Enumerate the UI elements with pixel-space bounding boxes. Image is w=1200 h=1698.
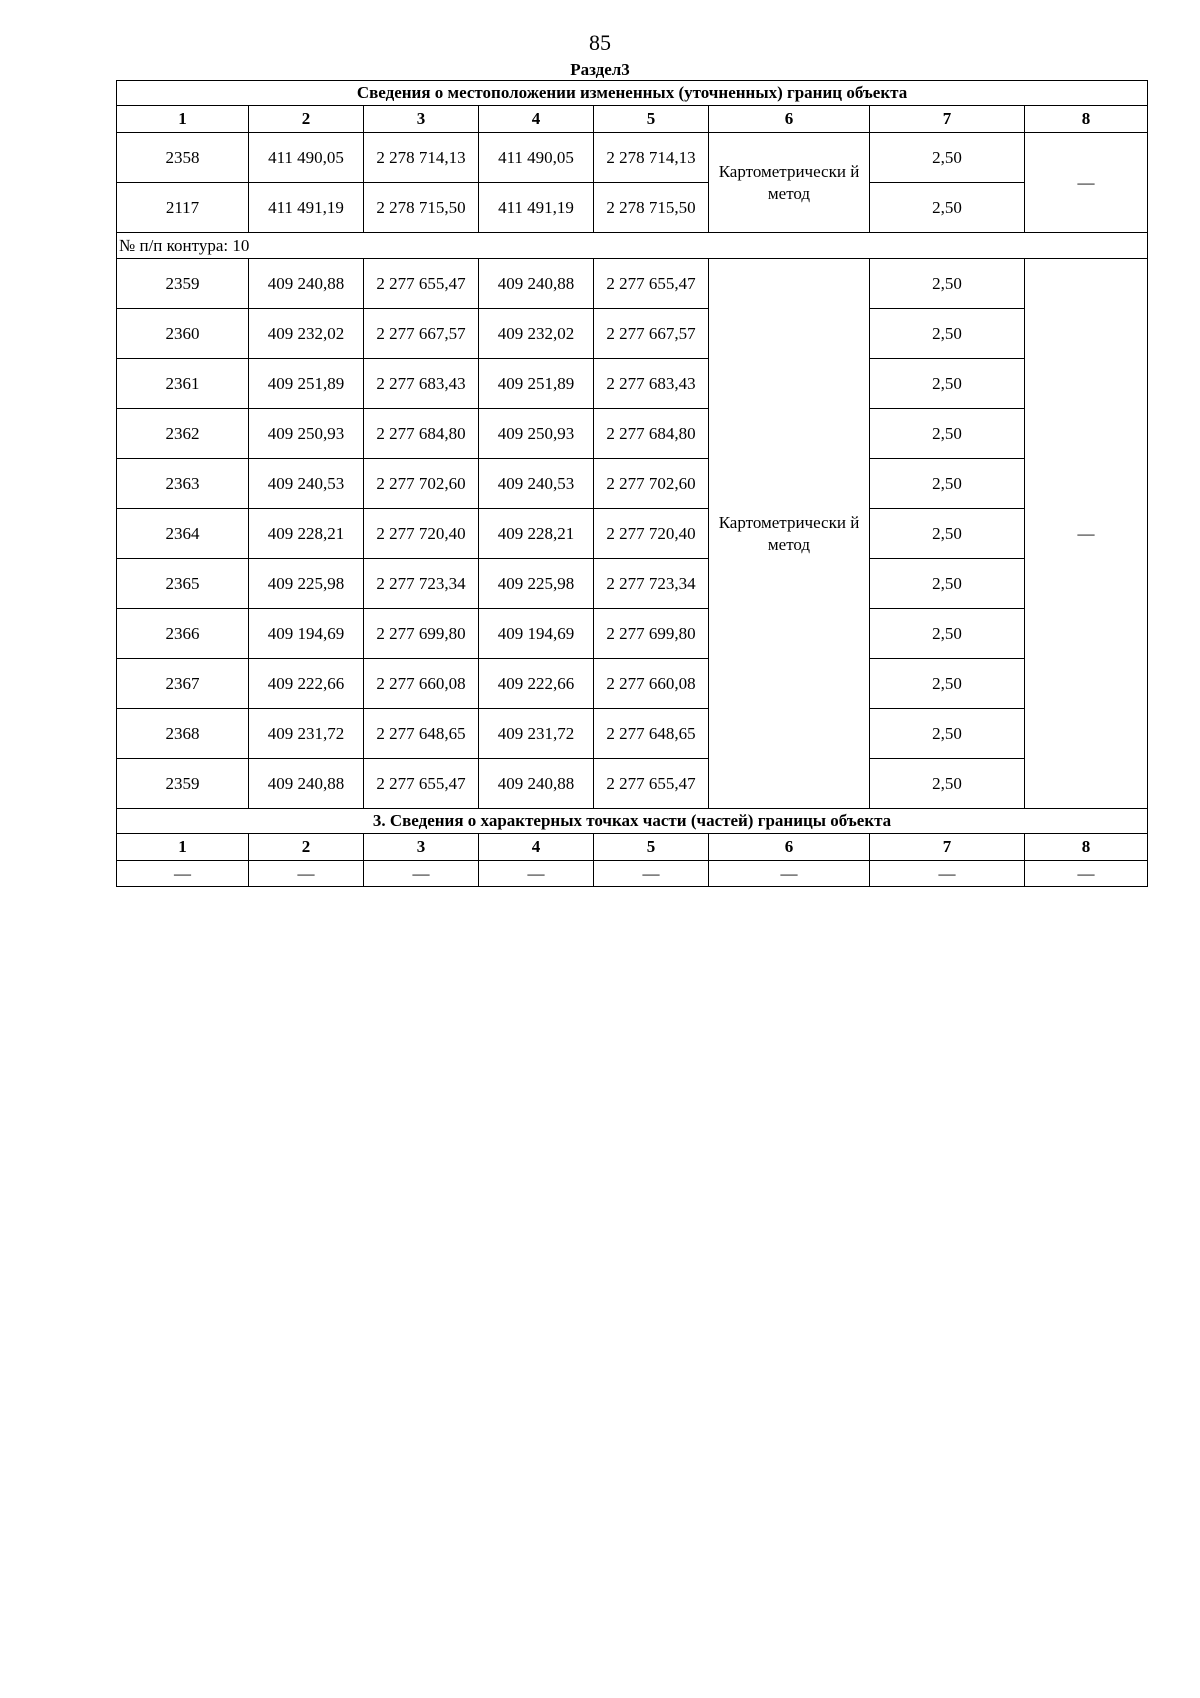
coordinate-y-new: 2 277 667,57 xyxy=(594,309,709,359)
coordinate-y-new: 2 277 702,60 xyxy=(594,459,709,509)
empty-row xyxy=(117,861,1148,887)
coordinate-x-new: 409 240,88 xyxy=(479,259,594,309)
coordinate-x-old: 409 228,21 xyxy=(249,509,364,559)
section-title: Раздел3 xyxy=(570,60,630,79)
coordinate-y-old: 2 277 683,43 xyxy=(364,359,479,409)
empty-cell: — xyxy=(479,861,594,887)
coordinate-y-old: 2 277 667,57 xyxy=(364,309,479,359)
column-number: 5 xyxy=(594,834,709,861)
coordinate-y-new: 2 278 715,50 xyxy=(594,183,709,233)
empty-cell: — xyxy=(1025,861,1148,887)
point-number: 2368 xyxy=(117,709,249,759)
column-number: 4 xyxy=(479,106,594,133)
coordinate-x-new: 409 231,72 xyxy=(479,709,594,759)
coordinate-x-new: 409 222,66 xyxy=(479,659,594,709)
table-row xyxy=(117,709,1148,759)
coordinate-y-old: 2 277 655,47 xyxy=(364,259,479,309)
empty-cell: — xyxy=(594,861,709,887)
coordinate-y-old: 2 278 715,50 xyxy=(364,183,479,233)
coordinate-x-new: 409 225,98 xyxy=(479,559,594,609)
contour-label: № п/п контура: 10 xyxy=(117,233,1148,259)
coordinate-x-old: 409 231,72 xyxy=(249,709,364,759)
banner-changed-boundaries: Сведения о местоположении измененных (уточненных) границ объекта xyxy=(117,81,1148,106)
accuracy-value: 2,50 xyxy=(870,659,1025,709)
empty-cell: — xyxy=(117,861,249,887)
coordinate-x-old: 409 240,88 xyxy=(249,259,364,309)
column-8-value: — xyxy=(1025,259,1148,809)
accuracy-value: 2,50 xyxy=(870,259,1025,309)
column-number: 2 xyxy=(249,106,364,133)
method-cell: Картометрически й метод xyxy=(709,259,870,809)
point-number: 2359 xyxy=(117,259,249,309)
empty-cell: — xyxy=(870,861,1025,887)
coordinate-y-old: 2 277 684,80 xyxy=(364,409,479,459)
accuracy-value: 2,50 xyxy=(870,459,1025,509)
column-8-value: — xyxy=(1025,133,1148,233)
accuracy-value: 2,50 xyxy=(870,509,1025,559)
coordinate-x-new: 409 240,88 xyxy=(479,759,594,809)
coordinate-y-new: 2 277 684,80 xyxy=(594,409,709,459)
point-number: 2363 xyxy=(117,459,249,509)
table-row xyxy=(117,183,1148,233)
table-row xyxy=(117,359,1148,409)
coordinate-x-new: 409 251,89 xyxy=(479,359,594,409)
column-number-row xyxy=(117,834,1148,861)
coordinate-y-new: 2 277 648,65 xyxy=(594,709,709,759)
coordinate-x-new: 411 490,05 xyxy=(479,133,594,183)
column-number: 4 xyxy=(479,834,594,861)
coordinate-y-old: 2 277 723,34 xyxy=(364,559,479,609)
table-row xyxy=(117,509,1148,559)
table-row xyxy=(117,459,1148,509)
coordinate-x-old: 409 232,02 xyxy=(249,309,364,359)
column-number: 8 xyxy=(1025,106,1148,133)
table-row xyxy=(117,133,1148,183)
coordinate-x-old: 409 240,88 xyxy=(249,759,364,809)
point-number: 2358 xyxy=(117,133,249,183)
point-number: 2367 xyxy=(117,659,249,709)
coordinate-x-new: 411 491,19 xyxy=(479,183,594,233)
point-number: 2366 xyxy=(117,609,249,659)
point-number: 2365 xyxy=(117,559,249,609)
page-number: 85 xyxy=(589,30,611,55)
coordinate-y-old: 2 277 699,80 xyxy=(364,609,479,659)
accuracy-value: 2,50 xyxy=(870,359,1025,409)
accuracy-value: 2,50 xyxy=(870,759,1025,809)
table-row xyxy=(117,309,1148,359)
coordinate-y-old: 2 277 648,65 xyxy=(364,709,479,759)
table-row xyxy=(117,759,1148,809)
coordinate-y-new: 2 277 655,47 xyxy=(594,759,709,809)
coordinate-x-new: 409 250,93 xyxy=(479,409,594,459)
coordinate-x-old: 409 240,53 xyxy=(249,459,364,509)
boundary-table xyxy=(116,80,1148,887)
column-number: 3 xyxy=(364,834,479,861)
coordinate-x-old: 411 490,05 xyxy=(249,133,364,183)
table-row xyxy=(117,609,1148,659)
coordinate-x-new: 409 228,21 xyxy=(479,509,594,559)
column-number: 2 xyxy=(249,834,364,861)
table-row xyxy=(117,409,1148,459)
coordinate-x-old: 409 225,98 xyxy=(249,559,364,609)
column-number: 5 xyxy=(594,106,709,133)
coordinate-y-new: 2 277 683,43 xyxy=(594,359,709,409)
point-number: 2364 xyxy=(117,509,249,559)
empty-cell: — xyxy=(709,861,870,887)
column-number-row xyxy=(117,106,1148,133)
coordinate-x-new: 409 240,53 xyxy=(479,459,594,509)
accuracy-value: 2,50 xyxy=(870,409,1025,459)
coordinate-x-old: 411 491,19 xyxy=(249,183,364,233)
coordinate-y-old: 2 277 720,40 xyxy=(364,509,479,559)
coordinate-y-old: 2 277 660,08 xyxy=(364,659,479,709)
coordinate-y-new: 2 277 660,08 xyxy=(594,659,709,709)
banner-boundary-parts: 3. Сведения о характерных точках части (частей) границы объекта xyxy=(117,809,1148,834)
table-row xyxy=(117,259,1148,309)
coordinate-x-new: 409 194,69 xyxy=(479,609,594,659)
coordinate-x-old: 409 251,89 xyxy=(249,359,364,409)
column-number: 8 xyxy=(1025,834,1148,861)
accuracy-value: 2,50 xyxy=(870,709,1025,759)
point-number: 2117 xyxy=(117,183,249,233)
column-number: 7 xyxy=(870,834,1025,861)
coordinate-y-new: 2 277 699,80 xyxy=(594,609,709,659)
column-number: 7 xyxy=(870,106,1025,133)
table-row xyxy=(117,659,1148,709)
accuracy-value: 2,50 xyxy=(870,609,1025,659)
column-number: 1 xyxy=(117,106,249,133)
coordinate-x-old: 409 222,66 xyxy=(249,659,364,709)
coordinate-y-old: 2 277 655,47 xyxy=(364,759,479,809)
accuracy-value: 2,50 xyxy=(870,309,1025,359)
empty-cell: — xyxy=(364,861,479,887)
point-number: 2361 xyxy=(117,359,249,409)
point-number: 2359 xyxy=(117,759,249,809)
point-number: 2360 xyxy=(117,309,249,359)
coordinate-y-new: 2 277 723,34 xyxy=(594,559,709,609)
coordinate-y-old: 2 277 702,60 xyxy=(364,459,479,509)
method-cell: Картометрически й метод xyxy=(709,133,870,233)
coordinate-y-new: 2 278 714,13 xyxy=(594,133,709,183)
coordinate-x-old: 409 250,93 xyxy=(249,409,364,459)
coordinate-x-new: 409 232,02 xyxy=(479,309,594,359)
accuracy-value: 2,50 xyxy=(870,559,1025,609)
column-number: 3 xyxy=(364,106,479,133)
table-row xyxy=(117,559,1148,609)
coordinate-y-old: 2 278 714,13 xyxy=(364,133,479,183)
column-number: 6 xyxy=(709,106,870,133)
coordinate-y-new: 2 277 720,40 xyxy=(594,509,709,559)
point-number: 2362 xyxy=(117,409,249,459)
coordinate-x-old: 409 194,69 xyxy=(249,609,364,659)
column-number: 1 xyxy=(117,834,249,861)
accuracy-value: 2,50 xyxy=(870,133,1025,183)
column-number: 6 xyxy=(709,834,870,861)
empty-cell: — xyxy=(249,861,364,887)
accuracy-value: 2,50 xyxy=(870,183,1025,233)
coordinate-y-new: 2 277 655,47 xyxy=(594,259,709,309)
